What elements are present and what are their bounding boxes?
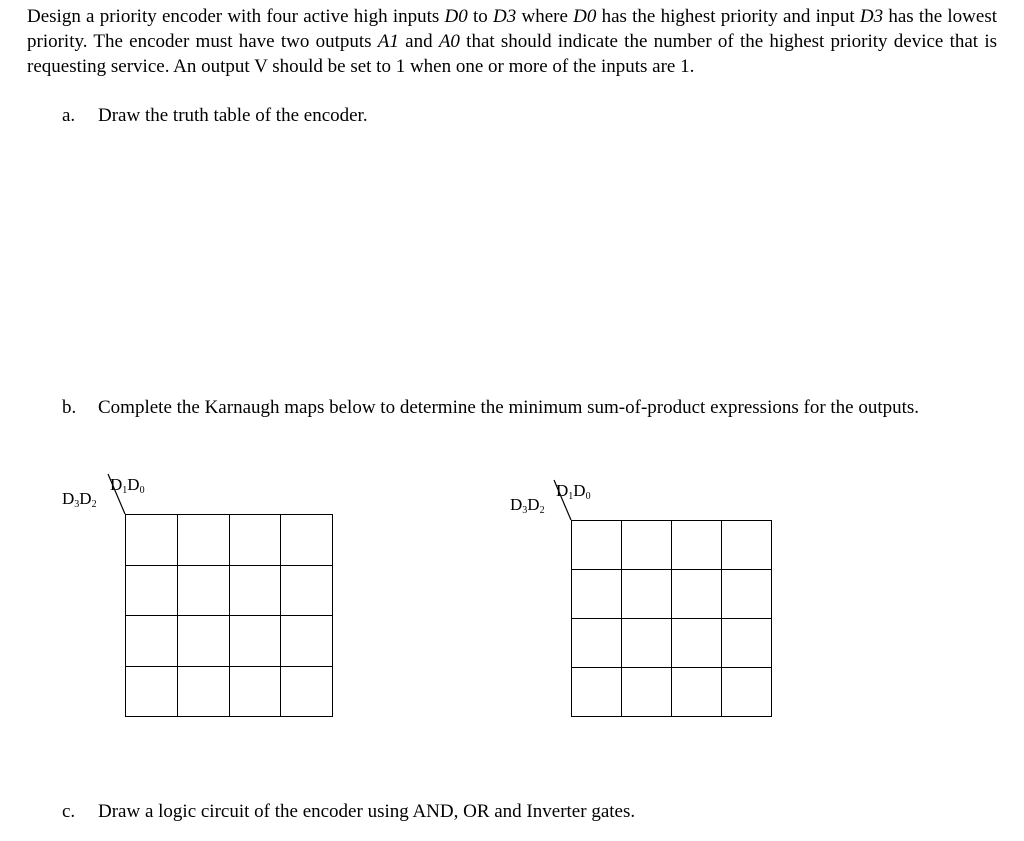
var-d3: D3 <box>493 6 517 27</box>
kmap-column-variables: $D_1D_0$ <box>110 475 145 496</box>
kmap-cell[interactable] <box>178 566 230 617</box>
question-label: a. <box>62 105 76 126</box>
kmap-cell[interactable] <box>126 515 178 566</box>
kmap-cell[interactable] <box>572 668 622 717</box>
kmap-cell[interactable] <box>572 570 622 619</box>
kmap-cell[interactable] <box>230 515 282 566</box>
intro-text: and <box>398 31 439 52</box>
kmap-1 <box>60 466 340 721</box>
kmap-cell[interactable] <box>672 619 722 668</box>
problem-statement <box>27 4 997 79</box>
question-label: b. <box>62 397 77 418</box>
kmap-cell[interactable] <box>622 619 672 668</box>
question-text: Complete the Karnaugh maps below to determine the minimum sum-of-product expressions for the outputs. <box>98 397 920 418</box>
intro-text: that should indicate the number of the highest priority device that is requesting service. An output V should be set to 1 when one or more of the inputs are 1. <box>27 31 997 77</box>
kmap-cell[interactable] <box>622 570 672 619</box>
kmap-cell[interactable] <box>178 667 230 718</box>
kmap-cell[interactable] <box>281 616 333 667</box>
kmap-cell[interactable] <box>572 521 622 570</box>
var-d0: D0 <box>573 6 597 27</box>
question-a <box>62 104 368 128</box>
intro-text: where <box>516 6 574 27</box>
kmap-cell[interactable] <box>722 570 772 619</box>
kmap-cell[interactable] <box>126 566 178 617</box>
question-b <box>62 396 919 420</box>
kmap-column-variables: $D_1D_0$ <box>556 481 591 502</box>
kmap-cell[interactable] <box>572 619 622 668</box>
kmap-grid <box>571 520 772 717</box>
var-d3: D3 <box>859 6 884 27</box>
intro-text: has the lowest priority. The encoder must have two outputs <box>27 6 997 52</box>
kmap-cell[interactable] <box>722 521 772 570</box>
kmap-cell[interactable] <box>230 616 282 667</box>
intro-text: has the highest priority and input <box>596 6 860 27</box>
kmap-cell[interactable] <box>281 667 333 718</box>
kmap-row-variables: $D_3D_2$ <box>510 495 545 516</box>
intro-text: Design a priority encoder with four active high inputs <box>27 6 445 27</box>
question-text: Draw a logic circuit of the encoder using AND, OR and Inverter gates. <box>98 801 636 822</box>
kmap-cell[interactable] <box>672 668 722 717</box>
kmap-cell[interactable] <box>281 515 333 566</box>
kmap-cell[interactable] <box>281 566 333 617</box>
kmap-cell[interactable] <box>126 667 178 718</box>
intro-text: to <box>467 6 493 27</box>
kmap-cell[interactable] <box>722 619 772 668</box>
kmap-cell[interactable] <box>178 616 230 667</box>
kmap-cell[interactable] <box>230 667 282 718</box>
question-c <box>62 800 635 824</box>
var-a1: A1 <box>377 31 399 52</box>
question-label: c. <box>62 801 76 822</box>
kmap-cell[interactable] <box>126 616 178 667</box>
kmap-cell[interactable] <box>672 570 722 619</box>
kmap-2 <box>508 472 788 727</box>
kmap-cell[interactable] <box>622 668 672 717</box>
kmap-cell[interactable] <box>672 521 722 570</box>
question-text: Draw the truth table of the encoder. <box>98 105 368 126</box>
kmap-cell[interactable] <box>178 515 230 566</box>
kmap-grid <box>125 514 333 717</box>
kmap-cell[interactable] <box>622 521 672 570</box>
kmap-cell[interactable] <box>722 668 772 717</box>
var-a0: A0 <box>438 31 460 52</box>
kmap-cell[interactable] <box>230 566 282 617</box>
kmap-row-variables: $D_3D_2$ <box>62 489 97 510</box>
var-d0: D0 <box>444 6 468 27</box>
